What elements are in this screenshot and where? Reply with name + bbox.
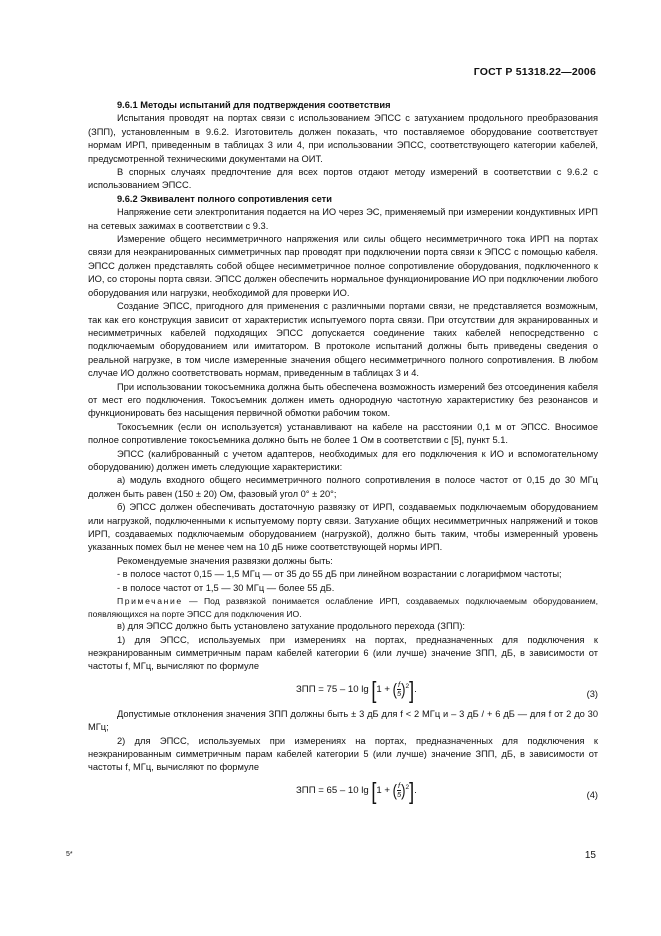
fraction-denominator: 5: [396, 689, 402, 698]
formula-one: 1 +: [376, 684, 390, 696]
paren-open: (: [392, 780, 397, 800]
page-number: 15: [584, 850, 596, 861]
bracket-open: [: [371, 676, 377, 703]
paren-close: ): [401, 780, 406, 800]
paragraph: Создание ЭПСС, пригодного для применения с различными портами связи, не представляется возможным, так как его конструкция зависит от характеристик испытуемого порта связи. При отсутствии для экранированных и несимметричных кабелей подходящих ЭПСС допускается соединение таких кабелей непосредственно с подключаемым оборудованием или имитатором. В протоколе испытаний должны быть приведены сведения о реальной нагрузке, в том числе измеренные значения общего несимметричного полного сопротивления. В любом случае ИО должно соответствовать нормам, приведенным в таблицах 3 и 4.: [88, 301, 598, 379]
bracket-open: [: [371, 777, 377, 804]
list-item-v: в) для ЭПСС должно быть установлено затухание продольного перехода (ЗПП):: [117, 621, 465, 632]
page-body: [88, 99, 598, 809]
fraction-numerator: f: [398, 781, 401, 791]
formula-expression: ЗПП = 75 – 10 lg [1 + ( $\frac{f}{5}$ )$^2$].: [296, 676, 417, 703]
section-heading-962: 9.6.2 Эквивалент полного сопротивления сети: [117, 193, 332, 204]
paragraph: 2) для ЭПСС, используемых при измерениях на портах, предназначенных для подключения к неэкранированным симметричным парам кабелей категории 5 (или лучше) значение ЗПП, дБ, в зависимости от частоты f, МГц, вычисляют по формуле: [88, 735, 598, 773]
formula-number: (3): [586, 688, 598, 699]
formula-lhs: ЗПП = 65 – 10 lg: [296, 785, 369, 797]
fraction-numerator: f: [398, 680, 401, 689]
standard-number: ГОСТ Р 51318.22—2006: [473, 66, 596, 78]
list-item-a: а) модуль входного общего несимметричного полного сопротивления в полосе частот от 0,15 до 30 МГц должен быть равен (150 ± 20) Ом, фазовый угол 0° ± 20°;: [88, 475, 598, 499]
paragraph: При использовании токосъемника должна быть обеспечена возможность измерений без отсоединения кабеля от мест его подключения. Токосъемник должен иметь однородную частотную характеристику без резонансов и функционировать без насыщения первичной обмотки рабочим током.: [88, 381, 598, 419]
exponent: 2: [405, 783, 410, 791]
formula-4: [88, 777, 598, 807]
formula-expression: ЗПП = 65 – 10 lg [1 + ( $\frac{f}{5}$ )$^2$].: [296, 777, 417, 804]
paragraph: В спорных случаях предпочтение для всех портов отдают методу измерений в соответствии с 9.6.2 с использованием ЭПСС.: [88, 167, 598, 191]
paragraph: ЭПСС (калиброванный с учетом адаптеров, необходимых для его подключения к ИО и вспомогательному оборудованию) должен иметь следующие характеристики:: [88, 448, 598, 472]
formula-lhs: ЗПП = 75 – 10 lg: [296, 684, 369, 696]
section-heading-961: 9.6.1 Методы испытаний для подтверждения соответствия: [117, 100, 391, 110]
paren-close: ): [401, 679, 406, 699]
paren-open: (: [392, 679, 397, 699]
paragraph: Испытания проводят на портах связи с использованием ЭПСС с затуханием продольного преобразования (ЗПП), установленным в 9.6.2. Изготовитель должен показать, что поставляемое оборудование соответствует нормам ИРП, приведенным в таблицах 3 или 4, при использовании ЭПСС, соответствующего категории кабелей, предусмотренной техническими документами на ОИТ.: [88, 113, 598, 164]
paragraph: Напряжение сети электропитания подается на ИО через ЭС, применяемый при измерении кондуктивных ИРП на сетевых зажимах в соответствии с 9.3.: [88, 207, 598, 231]
formula-one: 1 +: [376, 785, 390, 797]
formula-3: [88, 676, 598, 706]
paragraph: Измерение общего несимметричного напряжения или силы общего несимметричного тока ИРП на портах связи для неэкранированных симметричных пар проводят при подключении порта связи к ЭПСС с помощью кабеля. ЭПСС должен представлять собой общее несимметричное полное сопротивление оборудования, подключенного к ИО, со стороны порта связи. ЭПСС должен обеспечить нормальное функционирование ИО при подключении любого оборудования или нагрузки, необходимой для проверки ИО.: [88, 234, 598, 298]
note-text: — Под развязкой понимается ослабление ИРП, создаваемых подключаемым оборудованием, появляющихся на порте ЭПСС для подключения ИО.: [88, 596, 598, 619]
list-item-b: б) ЭПСС должен обеспечивать достаточную развязку от ИРП, создаваемых подключаемым оборудованием или нагрузкой, подключенными к испытуемому порту связи. Затухание общих несимметричных напряжений и токов ИРП, создаваемых подключаемым оборудованием (нагрузкой), должно быть таким, чтобы измеренный уровень указанных помех был не менее чем на 10 дБ ниже соответствующей нормы ИРП.: [88, 502, 598, 553]
note-label: Примечание: [117, 596, 183, 607]
list-item: - в полосе частот 0,15 — 1,5 МГц — от 35 до 55 дБ при линейном возрастании с логарифмом частоты;: [117, 569, 562, 580]
sheet-mark: 5*: [66, 851, 73, 858]
exponent: 2: [405, 682, 410, 690]
list-item: - в полосе частот от 1,5 — 30 МГц — более 55 дБ.: [117, 582, 335, 593]
paragraph: Допустимые отклонения значения ЗПП должны быть ± 3 дБ для f < 2 МГц и – 3 дБ / + 6 дБ — для f от 2 до 30 МГц;: [88, 708, 598, 733]
note: [88, 595, 598, 620]
paragraph: Токосъемник (если он используется) устанавливают на кабеле на расстоянии 0,1 м от ЭПСС. Вносимое полное сопротивление токосъемника должно быть не более 1 Ом в соответствии с [5], пункт 5.1.: [88, 421, 598, 446]
formula-number: (4): [586, 789, 598, 800]
paragraph: Рекомендуемые значения развязки должны быть:: [117, 555, 333, 566]
bracket-close: ]: [409, 676, 415, 703]
paragraph: 1) для ЭПСС, используемых при измерениях на портах, предназначенных для подключения к неэкранированным симметричным парам кабелей категории 6 (или лучше) значение ЗПП, дБ, в зависимости от частоты f, МГц, вычисляют по формуле: [88, 634, 598, 672]
bracket-close: ]: [409, 777, 415, 804]
fraction-denominator: 5: [396, 790, 402, 800]
